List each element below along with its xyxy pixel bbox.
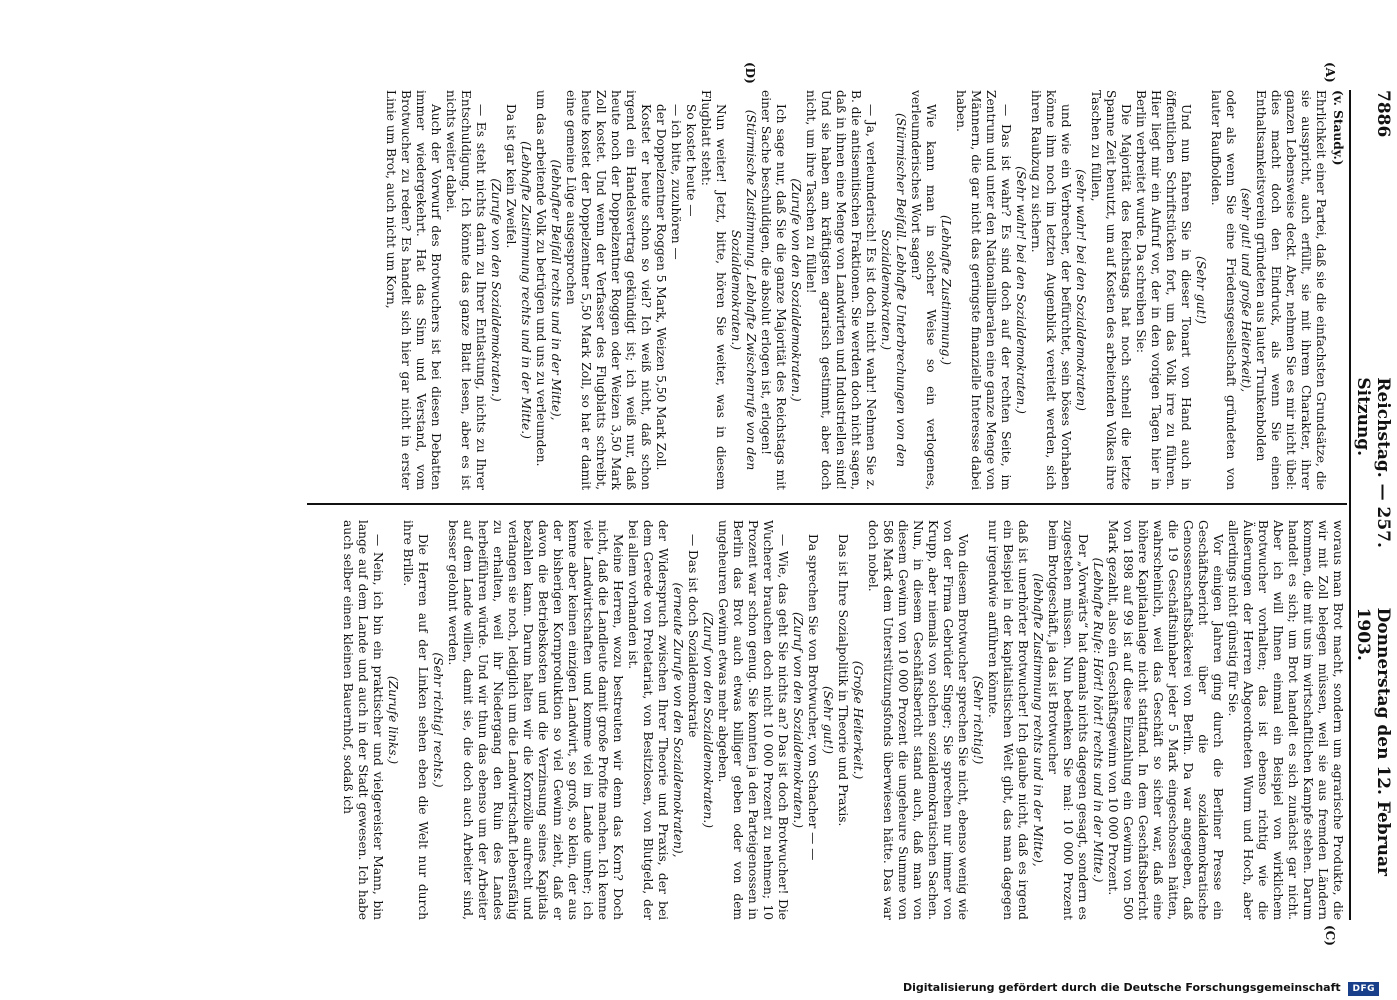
paragraph: Der „Vorwärts“ hat damals nichts dagegen gesagt, sondern es zugestehen müssen. Nun bedenken Sie mal: 10 000 Prozent beim Brotgeschäft, ja das ist Brotwucher bbox=[1046, 520, 1090, 920]
paragraph: Die Herren auf der Linken sehen eben die Welt nur durch ihre Brille. bbox=[401, 520, 430, 920]
paragraph: — Es steht nichts darin zu Ihrer Entlastung, nichts zu Ihrer Entschuldigung. Ich könnte das ganze Blatt lesen, aber es ist nichts weiter dabei. bbox=[444, 90, 488, 490]
interjection: (Lebhafte Zustimmung rechts und in der Mitte.) bbox=[519, 141, 533, 439]
interjection: (Lebhafte Rufe: Hört! hört! rechts und in der Mitte.) bbox=[1091, 557, 1105, 883]
paragraph: Kostet er heute schon so viel? Ich weiß nicht, daß schon irgend ein Handelsvertrag gekündigt ist; ich weiß nur, daß heute noch der Doppelzentner Roggen oder Weizen 3,50 Mark Zoll kostet. Und wenn der Verfasser des Flugblatts schreibt, heute kostet der Doppelzentner 5,50 Mark Zoll, so hat er damit eine gemeine Lüge ausgesprochen bbox=[564, 90, 653, 490]
paragraph: woraus man Brot macht, sondern um agrarische Produkte, die wir mit Zoll belegen müssen, weil sie aus fremden Ländern kommen, die mit uns im wirtschaftlichen Kampfe stehen. Darum handelt es sich; um Brot handelt es sich zunächst gar nicht. Aber ich will Ihnen einmal ein Beispiel von wirklichem Brotwucher vorhalten; das ist ebenso richtig wie die Äußerungen der Herren Abgeordneten Wurm und Hoch, aber allerdings nicht günstig für Sie. bbox=[1226, 520, 1345, 920]
page-footer bbox=[0, 981, 1397, 996]
left-text-column bbox=[40, 90, 1345, 490]
page-number: 7886 bbox=[1373, 90, 1393, 138]
page-date: Donnerstag den 12. Februar 1903. bbox=[1353, 607, 1393, 876]
paragraph: daß ist unerhörter Brotwucher! Ich glaube nicht, daß es irgend ein Beispiel in der kapitalistischen Welt gibt, das man dagegen nur irgendwie anführen könnte. bbox=[986, 520, 1030, 920]
paragraph: Und nun fahren Sie in dieser Tonart von Hand auch in öffentlichen Schriftstücken fort, um das Volk irre zu führen. Hier liegt mir ein Aufruf vor, der in den vorigen Tagen hier in Berlin verbreitet wurde. Da schreiben Sie: bbox=[1134, 90, 1193, 490]
interjection: (Sehr gut!) bbox=[1194, 255, 1208, 325]
paragraph: Vor einigen Jahren ging durch die Berliner Presse ein Geschäftsbericht über die sozialdemokratische Genossenschaftsbäckerei von Berlin. Da war angegeben, daß die 19 Geschäftsinhaber jeder 5 Mark eingeschossen hätten, wahrscheinlich, weil das Geschäft so sicher war, daß eine höhere Kapitalanlage nicht stattfand. In dem Geschäftsbericht von 1898 auf 99 ist auf diese Einzahlung ein Gewinn von 500 Mark gezahlt, also ein Geschäftsgewinn von 10 000 Prozent. bbox=[1106, 520, 1225, 920]
margin-marker-a: (A) bbox=[1323, 62, 1337, 83]
interjection: (Sehr richtig! rechts.) bbox=[431, 652, 445, 788]
paragraph: Da sprechen Sie von Brotwucher, von Schacher — — bbox=[806, 534, 820, 861]
margin-marker-c: (C) bbox=[1323, 925, 1337, 946]
column-divider bbox=[307, 503, 1347, 505]
speaker-label: (v. Staudy.) bbox=[1331, 90, 1345, 166]
interjection: (Stürmischer Beifall. Lebhafte Unterbrechungen von den Sozialdemokraten.) bbox=[879, 113, 908, 467]
paragraph: der Doppelzentner Roggen 5 Mark, Weizen 5,50 Mark Zoll. bbox=[654, 104, 668, 471]
paragraph: So kostet heute — bbox=[684, 104, 698, 217]
paragraph: — Das ist doch Sozialdemokratie bbox=[686, 534, 700, 738]
paragraph: Auch der Vorwurf des Brotwuchers ist bei diesen Debatten immer wiedergekehrt. Hat das Sinn und Verstand, vom Brotwucher zu reden? Es handelt sich hier gar nicht in erster Linie um Brot, auch nicht um Korn, bbox=[384, 90, 443, 490]
interjection: (Zurufe links.) bbox=[386, 675, 400, 765]
interjection: (erneute Zurufe von den Sozialdemokraten), bbox=[671, 582, 685, 858]
footer-credit: Digitalisierung gefördert durch die Deutsche Forschungsgemeinschaft bbox=[902, 981, 1341, 994]
right-text-column bbox=[40, 520, 1345, 920]
paragraph: Ehrlichkeit einer Partei, daß sie die einfachsten Grundsätze, die sie ausspricht, auch erfüllt, sie mit ihrem Charakter, ihrer ganzen Lebensweise deckt. Aber, nehmen Sie es mir nicht übel: dies macht doch den Eindruck, als wenn Sie einen Enthaltsamkeitsverein gründeten aus lauter Trunkenbolden bbox=[1254, 90, 1328, 490]
interjection: (Sehr wahr! bei den Sozialdemokraten.) bbox=[1014, 166, 1028, 414]
paragraph: der Widerspruch zwischen Ihrer Theorie und Praxis, der bei dem Gerede von Proletariat, von Besitzlosen, von Blutgeld, der bei allem vorhanden ist. bbox=[626, 520, 670, 920]
interjection: (lebhafte Zustimmung rechts und in der Mitte), bbox=[1031, 573, 1045, 867]
interjection: (Zurufe von den Sozialdemokraten.) bbox=[489, 178, 503, 402]
paragraph: Das ist Ihre Sozialpolitik in Theorie und Praxis. bbox=[836, 534, 850, 827]
interjection: (Lebhafte Zustimmung.) bbox=[939, 214, 953, 366]
margin-marker-d: (D) bbox=[743, 62, 757, 84]
interjection: (Sehr gut!) bbox=[821, 685, 835, 755]
paragraph: oder als wenn Sie eine Friedensgesellschaft gründeten von lauter Raufbolden. bbox=[1209, 90, 1238, 490]
paragraph: — Wie, das geht Sie nichts an? Das ist doch Brotwucher! Die Wucherer brauchen doch nicht 10 000 Prozent zu nehmen; 10 Prozent war schon genug. Sie konnten ja den Parteigenossen in Berlin das Brot auch etwas billiger geben oder von dem ungeheuren Gewinn etwas mehr abgeben. bbox=[716, 520, 790, 920]
interjection: (sehr wahr! bei den Sozialdemokraten) bbox=[1074, 169, 1088, 411]
interjection: (lebhafter Beifall rechts und in der Mitte), bbox=[549, 159, 563, 421]
interjection: (Zurufe von den Sozialdemokraten.) bbox=[789, 178, 803, 402]
interjection: (Zuruf von den Sozialdemokraten.) bbox=[701, 612, 715, 828]
interjection: (Zuruf von den Sozialdemokraten.) bbox=[791, 612, 805, 828]
paragraph: Nun weiter! Jetzt, bitte, hören Sie weiter, was in diesem Flugblatt steht: bbox=[699, 90, 728, 490]
paragraph: um das arbeitende Volk zu betrügen und uns zu verleumden. bbox=[534, 90, 548, 467]
interjection: (sehr gut! und große Heiterkeit), bbox=[1239, 187, 1253, 393]
paragraph: Die Majorität des Reichstags hat noch schnell die letzte Spanne Zeit benutzt, um auf Kosten des arbeitenden Volkes ihre Taschen zu füllen, bbox=[1089, 90, 1133, 490]
page-title: Reichstag. — 257. Sitzung. bbox=[1353, 377, 1393, 548]
dfg-logo: DFG bbox=[1348, 982, 1379, 996]
paragraph: und wie ein Verbrecher, der befürchtet, sein böses Vorhaben könne ihm noch im letzten Augenblick vereitelt werden, sich ihren Raubzug zu sichern. bbox=[1029, 90, 1073, 490]
paragraph: — Das ist wahr? Es sind doch auf der rechten Seite, im Zentrum und unter den Nationalliberalen eine ganze Menge von Männern, die gar nicht das geringste finanzielle Interesse dabei haben. bbox=[954, 90, 1013, 490]
paragraph: Wie kann man in solcher Weise so ein verlogenes, verleumderisches Wort sagen? bbox=[909, 90, 938, 490]
paragraph: — ich bitte, zuzuhören — bbox=[669, 104, 683, 260]
interjection: (Stürmische Zustimmung. Lebhafte Zwischenrufe von den Sozialdemokraten.) bbox=[729, 109, 758, 471]
paragraph: Ich sage nur, daß Sie die ganze Majorität des Reichstags mit einer Sache beschuldigen, die absolut erlogen ist, erlogen! bbox=[759, 90, 788, 490]
paragraph: Da ist gar kein Zweifel. bbox=[504, 104, 518, 249]
page-header bbox=[1349, 90, 1393, 920]
interjection: (Große Heiterkeit.) bbox=[851, 660, 865, 780]
interjection: (Sehr richtig!) bbox=[971, 675, 985, 765]
paragraph: Meine Herren, wozu bestreuten wir denn das Korn? Doch nicht, daß die Landleute damit große Profite machen. Ich kenne viele Landwirtschaften und komme viel im Lande umher; ich kenne aber keinen einzigen Landwirt, so groß, so klein, der aus der bisherigen Kornproduktion so viel Gewinn zieht, daß er davon die Betriebskosten und die Verzinsung seines Kapitals bezahlen kann. Darum halten wir die Kornzölle aufrecht und verlangen sie noch, lediglich um die Landwirtschaft lebensfähig zu erhalten, weil ihr Niedergang den Ruin des Landes herbeiführen würde. Und wir thun das ebenso um der Arbeiter auf dem Lande willen, damit sie, die doch auch Arbeiter sind, besser gelohnt werden. bbox=[446, 520, 625, 920]
paragraph: — Nein, ich bin ein praktischer und vielgereister Mann, bin lange auf dem Lande und auch in der Stadt gewesen. Ich habe auch selber einen kleinen Bauernhof, sodaß ich bbox=[341, 520, 385, 920]
paragraph: Von diesem Brotwucher sprechen Sie nicht, ebenso wenig wie von der Firma Gebrüder Singer; Sie sprechen nur immer von Krupp, aber niemals von solchen sozialdemokratischen Sachen. Nun, in diesem Geschäftsbericht stand auch, daß man von diesem Gewinn von 10 000 Prozent die ungeheure Summe von 586 Mark dem Unterstützungsfonds überwiesen hätte. Das war doch nobel. bbox=[866, 520, 970, 920]
paragraph: — Ja, verleumderisch! Es ist doch nicht wahr! Nehmen Sie z. B. die antisemitischen Fraktionen. Sie werden doch nicht sagen, daß in ihnen eine Menge von Landwirten und Industriellen sind! Und sie haben am kräftigsten agrarisch gestimmt, aber doch nicht, um ihre Taschen zu füllen! bbox=[804, 90, 878, 490]
